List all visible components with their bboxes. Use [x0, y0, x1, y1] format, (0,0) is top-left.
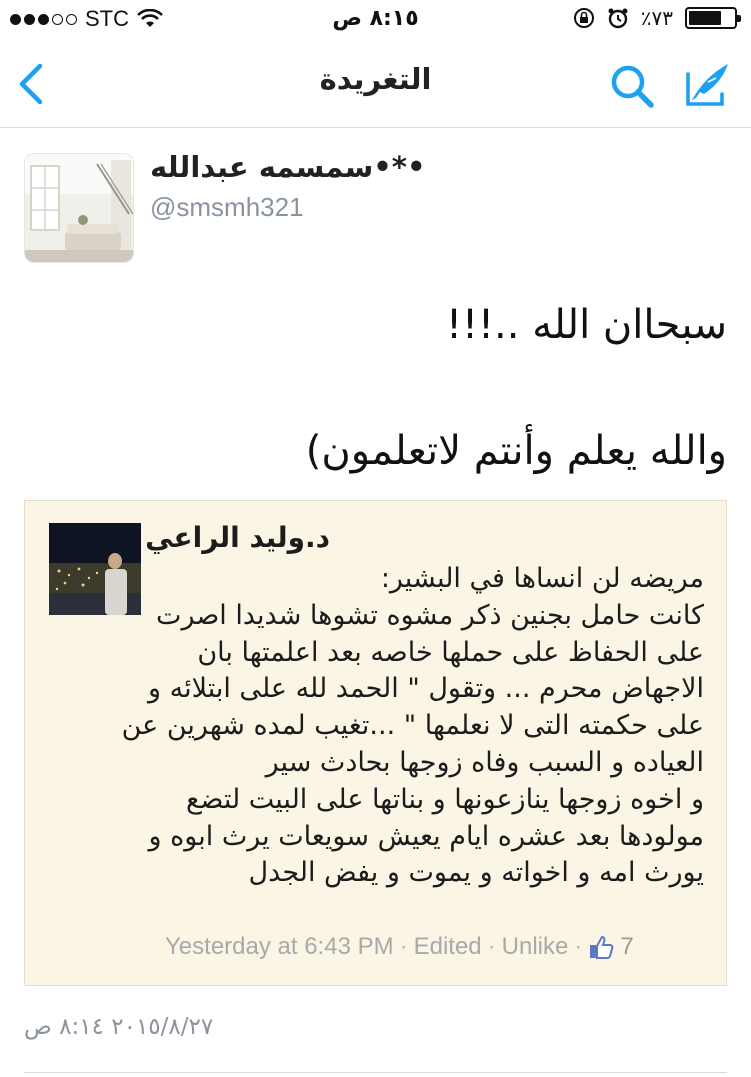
tweet-text-line: سبحاان الله ..!!!: [445, 302, 727, 348]
compose-quill-icon[interactable]: [682, 60, 732, 110]
photo-post-line: على الحفاظ على حملها خاصه بعد اعلمتها بان: [197, 636, 704, 668]
avatar-room-image: [25, 154, 134, 263]
status-right: [573, 6, 737, 30]
photo-post-line: على حكمته التى لا نعلمها " ...تغيب لمده شهرين عن: [121, 710, 704, 742]
photo-like-count: 7: [620, 933, 634, 960]
photo-post-line: يورث امه و اخواته و يموت و يفض الجدل: [248, 857, 704, 889]
battery-icon: [685, 7, 737, 29]
battery-percent: ٪٧٣: [640, 6, 673, 30]
status-time: ٨:١٥ ص: [332, 6, 419, 31]
user-handle[interactable]: @smsmh321: [150, 192, 304, 222]
page-title: التغريدة: [319, 62, 432, 96]
battery-level: [689, 11, 721, 25]
display-name[interactable]: سمسمه عبدالله•*•: [150, 150, 426, 184]
tweet-timestamp: ٢٠١٥/٨/٢٧ ٨:١٤ ص: [24, 1014, 214, 1040]
avatar[interactable]: [24, 153, 134, 263]
photo-post-meta: [165, 933, 634, 961]
meta-separator: ·: [574, 933, 583, 960]
photo-author-name: د.وليد الراعي: [145, 521, 330, 554]
photo-post-time: Yesterday at 6:43 PM: [165, 933, 394, 960]
photo-post-line: و اخوه زوجها ينازعونها و بناتها على البيت لتضع: [186, 783, 704, 815]
alarm-icon: [607, 7, 629, 29]
divider: [24, 1072, 727, 1073]
nav-bar: [0, 40, 751, 128]
photo-post-line: الاجهاض محرم ... وتقول " الحمد لله على ابتلائه و: [147, 673, 704, 705]
photo-post-line: كانت حامل بجنين ذكر مشوه تشوها شديدا اصرت: [156, 599, 704, 631]
photo-post-edited: Edited: [413, 933, 482, 960]
tweet-text-line: والله يعلم وأنتم لاتعلمون): [305, 428, 727, 474]
thumbs-up-icon: [588, 934, 614, 960]
photo-post-body: [122, 561, 704, 892]
photo-post-line: العياده و السبب وفاه زوجها بحادث سير: [265, 746, 704, 778]
carrier-label: STC: [85, 6, 129, 31]
meta-separator: ·: [399, 933, 408, 960]
photo-post-line: مولودها بعد عشره ايام يعيش سويعات يرث ابوه و: [148, 820, 704, 852]
photo-post-line: مريضه لن انساها في البشير:: [380, 563, 704, 594]
search-icon[interactable]: [608, 62, 656, 110]
status-bar: [0, 0, 751, 40]
meta-separator: ·: [487, 933, 496, 960]
photo-post-unlike: Unlike: [501, 933, 569, 960]
orientation-lock-icon: [573, 7, 595, 29]
tweet-photo[interactable]: [24, 500, 727, 986]
